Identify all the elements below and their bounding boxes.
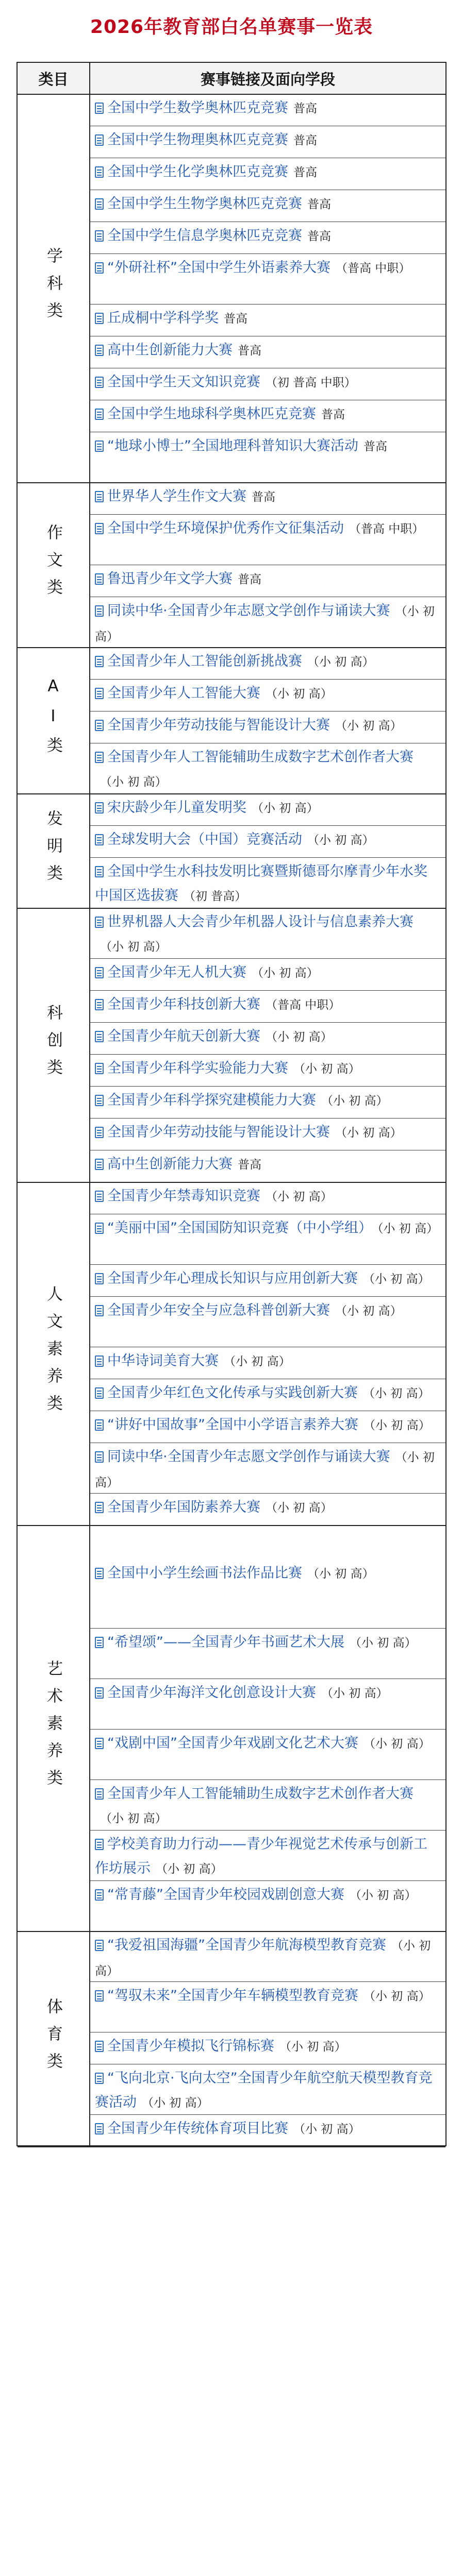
education-level: （小 初 高）	[321, 1687, 388, 1700]
education-level: （小 初 高）	[266, 1190, 333, 1204]
document-link-icon	[95, 1940, 104, 1951]
education-level: （小 初 高）	[95, 1939, 431, 1978]
competition-link[interactable]: 全国青少年科学实验能力大赛	[107, 1060, 288, 1076]
document-link-icon	[95, 440, 104, 452]
competition-entry[interactable]	[95, 2114, 442, 2146]
competition-link[interactable]: 高中生创新能力大赛	[107, 1156, 233, 1172]
document-link-icon	[95, 1502, 104, 1513]
category-label: 人文素养类	[44, 1285, 62, 1422]
document-link-icon	[95, 491, 104, 502]
document-link-icon	[95, 1191, 104, 1202]
education-level: 普高	[307, 198, 331, 211]
education-level: （小 初 高）	[363, 1737, 431, 1751]
category-subject	[18, 94, 89, 482]
competition-link[interactable]: “戏剧中国”全国青少年戏剧文化艺术大赛	[107, 1735, 358, 1751]
competition-link[interactable]: 宋庆龄少年儿童发明奖	[107, 800, 246, 816]
education-level: （小 初 高）	[363, 1387, 430, 1400]
category-humanities	[18, 1182, 89, 1525]
document-link-icon	[95, 2041, 104, 2052]
document-link-icon	[95, 262, 104, 274]
competition-entry[interactable]	[95, 825, 442, 857]
education-level: （初 普高 中职）	[266, 376, 356, 389]
document-link-icon	[95, 866, 104, 877]
document-link-icon	[95, 1355, 104, 1367]
competition-entry[interactable]	[95, 1780, 442, 1830]
competition-entry[interactable]	[95, 597, 442, 647]
document-link-icon	[95, 1839, 104, 1850]
education-level: （小 初 高）	[100, 1812, 167, 1825]
competition-link[interactable]: “驾驭未来”全国青少年车辆模型教育竞赛	[107, 1988, 358, 2004]
competition-entry[interactable]	[95, 1118, 442, 1150]
document-link-icon	[95, 198, 104, 210]
document-link-icon	[95, 605, 104, 617]
competition-entry[interactable]	[95, 743, 442, 793]
document-link-icon	[95, 2123, 104, 2134]
competition-link[interactable]: 全国中小学生绘画书法作品比赛	[107, 1565, 302, 1581]
education-level: （小 初 高）	[266, 1501, 333, 1515]
competition-entry[interactable]	[95, 190, 442, 222]
document-link-icon	[95, 1990, 104, 2002]
category-label: 作文类	[44, 523, 62, 606]
document-link-icon	[95, 1127, 104, 1138]
education-level: （小 初 高）	[321, 1094, 388, 1108]
document-link-icon	[95, 1637, 104, 1648]
competition-link[interactable]: 全国中学生物理奥林匹克竞赛	[107, 132, 288, 148]
competition-link[interactable]: 全国青少年科学探究建模能力大赛	[107, 1092, 316, 1108]
competition-entry[interactable]	[95, 482, 442, 514]
competition-entry[interactable]	[95, 1493, 442, 1525]
competition-entry[interactable]	[95, 1182, 442, 1214]
competition-link[interactable]: 全国青少年海洋文化创意设计大赛	[107, 1685, 316, 1701]
competition-entry[interactable]	[95, 222, 442, 253]
document-link-icon	[95, 230, 104, 242]
competition-entry[interactable]	[95, 1411, 442, 1443]
education-level: （小 初 高）	[363, 1419, 431, 1432]
competition-link[interactable]: “地球小博士”全国地理科普知识大赛活动	[107, 438, 358, 454]
education-level: （小 初 高）	[252, 967, 319, 980]
competition-link[interactable]: 鲁迅青少年文学大赛	[107, 571, 233, 587]
education-level: 普高	[238, 344, 261, 358]
education-level: （小 初 高）	[266, 687, 333, 701]
education-level: （小 初 高）	[307, 1567, 374, 1581]
competition-entry[interactable]	[95, 432, 442, 482]
document-link-icon	[95, 917, 104, 928]
competition-link[interactable]: 全国青少年国防素养大赛	[107, 1499, 260, 1515]
competition-link[interactable]: 全国青少年人工智能辅助生成数字艺术创作者大赛	[107, 1786, 414, 1802]
education-level: （小 初 高）	[95, 605, 435, 643]
category-tech	[18, 908, 89, 1182]
education-level: （小 初 高）	[377, 1222, 439, 1235]
competition-entry[interactable]	[95, 857, 442, 908]
education-level: 普高	[363, 440, 387, 453]
document-link-icon	[95, 1889, 104, 1901]
competition-entry[interactable]	[95, 679, 442, 711]
competition-link[interactable]: 全国中学生环境保护优秀作文征集活动	[107, 520, 344, 536]
competition-link[interactable]: 全国中学生水科技发明比赛暨斯德哥尔摩青少年水奖中国区选拔赛	[95, 863, 427, 904]
competition-entry[interactable]	[95, 1150, 442, 1182]
document-link-icon	[95, 967, 104, 978]
education-level: （小 初 高）	[363, 1273, 430, 1286]
document-link-icon	[95, 1305, 104, 1316]
competition-entry[interactable]	[95, 1679, 442, 1729]
competition-entry[interactable]	[95, 565, 442, 597]
document-link-icon	[95, 802, 104, 814]
competition-entry[interactable]	[95, 793, 442, 825]
category-label: 科创类	[44, 1004, 62, 1086]
competition-link[interactable]: 高中生创新能力大赛	[107, 342, 233, 358]
competition-entry[interactable]	[95, 514, 442, 565]
competition-link[interactable]: 全国中学生数学奥林匹克竞赛	[107, 100, 288, 116]
document-link-icon	[95, 1159, 104, 1170]
competition-entry[interactable]	[95, 990, 442, 1022]
header-links: 赛事链接及面向学段	[90, 63, 445, 94]
document-link-icon	[95, 656, 104, 667]
document-link-icon	[95, 1095, 104, 1106]
education-level: （小 初 高）	[349, 1889, 417, 1902]
competition-table	[16, 62, 447, 2146]
competition-link[interactable]: 全国青少年人工智能辅助生成数字艺术创作者大赛	[107, 749, 414, 765]
education-level: （小 初 高）	[293, 1062, 360, 1076]
education-level: 普高	[252, 490, 275, 504]
education-level: （小 初 高）	[142, 2096, 209, 2110]
education-level: 普高	[238, 1158, 261, 1172]
document-link-icon	[95, 1451, 104, 1463]
competition-entry[interactable]	[95, 1086, 442, 1118]
category-label: 艺术素养类	[44, 1659, 62, 1797]
document-link-icon	[95, 688, 104, 699]
competition-link[interactable]: 全国青少年人工智能创新挑战赛	[107, 653, 302, 669]
competition-link[interactable]: “讲好中国故事”全国中小学语言素养大赛	[107, 1417, 358, 1433]
education-level: （小 初 高）	[335, 1126, 402, 1140]
document-link-icon	[95, 573, 104, 585]
category-arts	[18, 1525, 89, 1931]
competition-link[interactable]: 丘成桐中学科学奖	[107, 310, 219, 326]
education-level: （小 初 高）	[279, 2040, 346, 2054]
education-level: 普高	[224, 312, 247, 326]
competition-entry[interactable]	[95, 1628, 442, 1679]
competition-entry[interactable]	[95, 1931, 442, 1981]
document-link-icon	[95, 523, 104, 534]
category-divider	[18, 2146, 445, 2147]
category-sports	[18, 1931, 89, 2146]
competition-link[interactable]: 全国青少年安全与应急科普创新大赛	[107, 1302, 330, 1318]
document-link-icon	[95, 1568, 104, 1579]
competition-entry[interactable]	[95, 1981, 442, 2032]
competition-entry[interactable]	[95, 1525, 442, 1628]
education-level: （小 初 高）	[252, 802, 319, 815]
education-level: （普高 中职）	[335, 262, 411, 275]
competition-entry[interactable]	[95, 253, 442, 304]
document-link-icon	[95, 999, 104, 1010]
document-link-icon	[95, 409, 104, 420]
document-link-icon	[95, 834, 104, 845]
competition-link[interactable]: 全国青少年科技创新大赛	[107, 996, 260, 1012]
education-level: （小 初 高）	[307, 655, 374, 669]
competition-entry[interactable]	[95, 908, 442, 958]
competition-link[interactable]: 全国青少年航天创新大赛	[107, 1028, 260, 1044]
document-link-icon	[95, 1031, 104, 1042]
document-link-icon	[95, 313, 104, 324]
competition-entry[interactable]	[95, 2032, 442, 2064]
competition-entry[interactable]	[95, 958, 442, 990]
competition-entry[interactable]	[95, 1022, 442, 1054]
competition-link[interactable]: “常青藤”全国青少年校园戏剧创意大赛	[107, 1887, 344, 1903]
competition-entry[interactable]	[95, 711, 442, 743]
page-title: 2026年教育部白名单赛事一览表	[90, 16, 373, 38]
competition-link[interactable]: 全国中学生天文知识竞赛	[107, 374, 260, 390]
competition-entry[interactable]	[95, 1729, 442, 1780]
education-level: 普高	[293, 166, 317, 179]
competition-link[interactable]: 世界华人学生作文大赛	[107, 488, 246, 504]
competition-entry[interactable]	[95, 1379, 442, 1411]
education-level: （初 普高）	[184, 890, 247, 903]
document-link-icon	[95, 1223, 104, 1234]
competition-entry[interactable]	[95, 1054, 442, 1086]
education-level: 普高	[238, 573, 261, 586]
education-level: （小 初 高）	[293, 2123, 360, 2136]
document-link-icon	[95, 166, 104, 178]
competition-entry[interactable]	[95, 400, 442, 432]
competition-entry[interactable]	[95, 158, 442, 190]
competition-link[interactable]: “外研社杯”全国中学生外语素养大赛	[107, 260, 330, 276]
education-level: （小 初 高）	[100, 940, 167, 954]
competition-entry[interactable]	[95, 368, 442, 400]
competition-link[interactable]: 全国中学生化学奥林匹克竞赛	[107, 164, 288, 180]
competition-link[interactable]: 全国青少年无人机大赛	[107, 964, 246, 980]
competition-entry[interactable]	[95, 304, 442, 336]
document-link-icon	[95, 103, 104, 114]
document-link-icon	[95, 2073, 104, 2084]
document-link-icon	[95, 1687, 104, 1699]
education-level: （小 初 高）	[363, 1990, 431, 2003]
competition-entry[interactable]	[95, 1347, 442, 1379]
document-link-icon	[95, 1419, 104, 1431]
education-level: （小 初 高）	[156, 1862, 223, 1876]
competition-entry[interactable]	[95, 1880, 442, 1931]
document-link-icon	[95, 1063, 104, 1074]
header-category: 类目	[18, 63, 89, 94]
competition-entry[interactable]	[95, 1443, 442, 1493]
column-divider	[89, 63, 90, 2145]
document-link-icon	[95, 377, 104, 388]
competition-link[interactable]: 学校美育助力行动——青少年视觉艺术传承与创新工作坊展示	[95, 1836, 427, 1876]
education-level: （小 初 高）	[349, 1636, 417, 1650]
education-level: （小 初 高）	[224, 1355, 291, 1368]
education-level: （普高 中职）	[349, 522, 424, 536]
competition-link[interactable]: 全国青少年劳动技能与智能设计大赛	[107, 717, 330, 733]
category-label: 发明类	[44, 809, 62, 892]
competition-link[interactable]: “我爱祖国海疆”全国青少年航海模型教育竞赛	[107, 1937, 386, 1953]
competition-link[interactable]: 同读中华·全国青少年志愿文学创作与诵读大赛	[107, 1449, 390, 1465]
education-level: （小 初 高）	[335, 1304, 402, 1318]
competition-link[interactable]: 全国青少年劳动技能与智能设计大赛	[107, 1124, 330, 1140]
competition-entry[interactable]	[95, 2064, 442, 2114]
competition-link[interactable]: 全国青少年人工智能大赛	[107, 685, 260, 701]
competition-entry[interactable]	[95, 1830, 442, 1880]
competition-link[interactable]: “美丽中国”全国国防知识竞赛（中小学组）	[107, 1220, 372, 1236]
competition-link[interactable]: 同读中华·全国青少年志愿文学创作与诵读大赛	[107, 603, 390, 619]
category-label: 学科类	[44, 247, 62, 329]
document-link-icon	[95, 134, 104, 146]
document-link-icon	[95, 720, 104, 731]
competition-entry[interactable]	[95, 647, 442, 679]
competition-link[interactable]: “希望颂”——全国青少年书画艺术大展	[107, 1634, 344, 1650]
competition-entry[interactable]	[95, 1264, 442, 1296]
competition-link[interactable]: 全国中学生信息学奥林匹克竞赛	[107, 228, 302, 244]
competition-entry[interactable]	[95, 126, 442, 158]
competition-link[interactable]: 全球发明大会（中国）竞赛活动	[107, 832, 302, 848]
competition-link[interactable]: 全国中学生生物学奥林匹克竞赛	[107, 196, 302, 212]
competition-link[interactable]: 全国青少年禁毒知识竞赛	[107, 1188, 260, 1204]
document-link-icon	[95, 1788, 104, 1800]
category-invention	[18, 793, 89, 908]
education-level: 普高	[293, 134, 317, 147]
education-level: （小 初 高）	[95, 1451, 435, 1489]
competition-link[interactable]: 全国青少年心理成长知识与应用创新大赛	[107, 1270, 358, 1286]
competition-link[interactable]: 全国青少年模拟飞行锦标赛	[107, 2038, 274, 2054]
competition-entry[interactable]	[95, 1214, 442, 1264]
competition-link[interactable]: 全国青少年红色文化传承与实践创新大赛	[107, 1385, 358, 1401]
education-level: 普高	[307, 230, 331, 243]
competition-link[interactable]: “飞向北京·飞向太空”全国青少年航空航天模型教育竞赛活动	[95, 2070, 433, 2110]
competition-entry[interactable]	[95, 336, 442, 368]
education-level: （小 初 高）	[335, 719, 402, 733]
competition-entry[interactable]	[95, 94, 442, 126]
category-label: 体育类	[44, 1997, 62, 2080]
education-level: （小 初 高）	[100, 775, 167, 789]
category-label: AI类	[44, 676, 62, 764]
document-link-icon	[95, 1738, 104, 1749]
education-level: 普高	[293, 102, 317, 115]
competition-link[interactable]: 全国青少年传统体育项目比赛	[107, 2121, 288, 2137]
education-level: （小 初 高）	[266, 1030, 333, 1044]
document-link-icon	[95, 752, 104, 763]
category-ai	[18, 647, 89, 793]
education-level: 普高	[321, 408, 345, 421]
education-level: （小 初 高）	[307, 834, 374, 847]
competition-link[interactable]: 全国中学生地球科学奥林匹克竞赛	[107, 406, 316, 422]
competition-link[interactable]: 世界机器人大会青少年机器人设计与信息素养大赛	[107, 914, 414, 930]
category-writing	[18, 482, 89, 647]
education-level: （普高 中职）	[266, 998, 341, 1012]
competition-entry[interactable]	[95, 1296, 442, 1347]
document-link-icon	[95, 1387, 104, 1399]
competition-link[interactable]: 中华诗词美育大赛	[107, 1353, 219, 1369]
document-link-icon	[95, 1273, 104, 1284]
document-link-icon	[95, 345, 104, 356]
